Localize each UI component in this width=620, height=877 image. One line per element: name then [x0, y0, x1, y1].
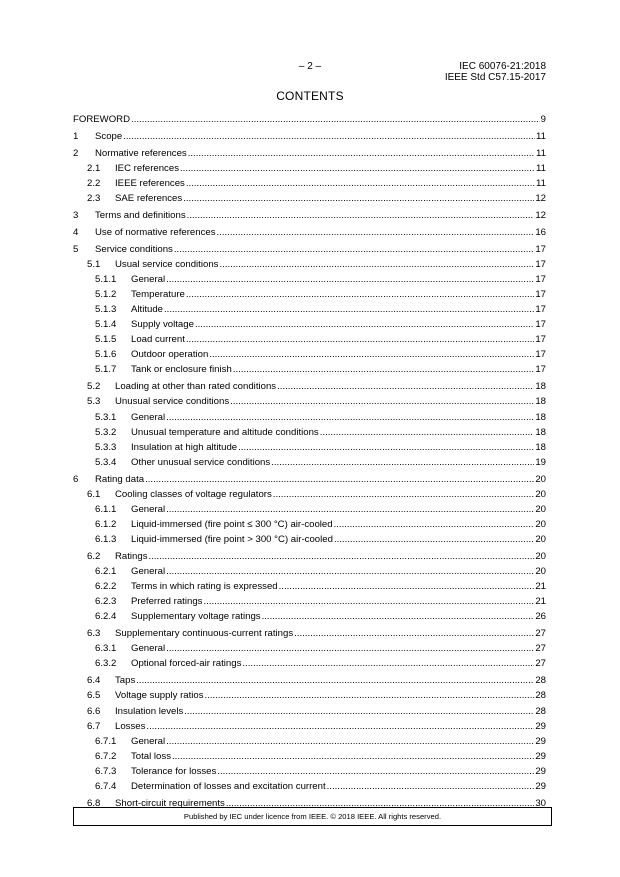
toc-leader-dots: [273, 487, 535, 502]
toc-entry-page: 26: [535, 611, 546, 623]
toc-entry[interactable]: [73, 764, 546, 779]
toc-entry-number: 5: [73, 243, 79, 255]
toc-entry-title: Use of normative references: [95, 226, 216, 238]
toc-entry-number: 6.2: [87, 551, 101, 562]
toc-entry-number: 5.2: [87, 381, 101, 393]
toc-entry[interactable]: [73, 394, 546, 409]
toc-entry-title: Ratings: [115, 551, 148, 562]
toc-entry[interactable]: [73, 517, 546, 532]
toc-leader-dots: [279, 579, 535, 594]
toc-leader-dots: [230, 394, 534, 409]
toc-entry-title: Supplementary continuous-current ratings: [115, 628, 294, 640]
toc-leader-dots: [186, 332, 534, 347]
toc-entry[interactable]: [73, 176, 546, 191]
toc-entry-number: 5.1.3: [95, 304, 117, 316]
toc-entry[interactable]: [73, 191, 546, 206]
toc-entry-number: 1: [73, 130, 79, 142]
toc-entry-title: Scope: [95, 130, 123, 142]
toc-entry-number: 5.1: [87, 258, 101, 270]
toc-entry-page: 20: [535, 473, 546, 485]
toc-entry-title: Taps: [115, 675, 136, 687]
toc-entry[interactable]: [73, 161, 546, 176]
toc-entry[interactable]: [73, 641, 546, 656]
toc-entry-number: 6.8: [87, 797, 101, 809]
toc-entry[interactable]: [73, 242, 546, 257]
toc-entry-number: 5.3: [87, 396, 101, 408]
toc-entry[interactable]: [73, 272, 546, 287]
toc-entry-title: General: [131, 273, 166, 285]
toc-entry[interactable]: [73, 626, 546, 641]
toc-entry-title: General: [131, 566, 166, 578]
toc-entry-number: 6.4: [87, 675, 101, 687]
toc-entry-page: 11: [536, 130, 546, 142]
toc-entry-page: 27: [535, 643, 546, 655]
toc-entry-number: 5.1.5: [95, 334, 117, 346]
toc-entry[interactable]: [73, 347, 546, 362]
toc-entry-title: Rating data: [95, 473, 145, 485]
toc-entry-number: 2.3: [87, 193, 101, 205]
toc-entry-page: 9: [540, 114, 546, 125]
toc-leader-dots: [174, 242, 534, 257]
toc-entry-title: Optional forced-air ratings: [131, 658, 242, 670]
contents-title: CONTENTS: [276, 89, 344, 103]
toc-entry-page: 20: [535, 488, 546, 500]
toc-leader-dots: [219, 257, 534, 272]
toc-entry-page: 17: [535, 334, 546, 346]
toc-entry[interactable]: [73, 549, 546, 564]
toc-entry-title: Altitude: [131, 304, 163, 316]
toc-entry-title: Service conditions: [95, 243, 173, 255]
toc-entry-number: 2.1: [87, 162, 101, 174]
toc-leader-dots: [166, 564, 534, 579]
toc-entry-page: 20: [535, 551, 546, 562]
toc-leader-dots: [334, 517, 535, 532]
toc-leader-dots: [123, 129, 535, 144]
toc-entry-title: General: [131, 643, 166, 655]
toc-entry[interactable]: [73, 332, 546, 347]
toc-entry-page: 11: [536, 147, 546, 159]
toc-leader-dots: [136, 673, 534, 688]
toc-entry-title: Supplementary voltage ratings: [131, 611, 261, 623]
toc-entry-number: 4: [73, 226, 79, 238]
toc-entry-page: 18: [535, 426, 546, 438]
toc-entry[interactable]: [73, 257, 546, 272]
toc-entry-number: 6.1.2: [95, 519, 117, 531]
toc-entry-number: 6.3: [87, 628, 101, 640]
toc-entry-page: 18: [535, 441, 546, 453]
toc-entry-number: 6.2.2: [95, 581, 117, 593]
toc-entry-title: Liquid-immersed (fire point ≤ 300 °C) air-cooled: [131, 519, 333, 531]
toc-entry-page: 20: [535, 503, 546, 515]
toc-leader-dots: [186, 287, 534, 302]
toc-entry[interactable]: [73, 379, 546, 394]
page-header-doc-ids: [445, 61, 546, 83]
toc-entry-title: Total loss: [131, 750, 171, 762]
toc-entry-number: 6.7.3: [95, 765, 117, 777]
toc-leader-dots: [277, 379, 534, 394]
toc-entry-page: 12: [535, 209, 546, 221]
toc-entry-number: 2.2: [87, 177, 101, 189]
toc-entry-number: 6.7: [87, 720, 101, 732]
toc-entry-page: 17: [535, 319, 546, 331]
toc-entry[interactable]: [73, 317, 546, 332]
toc-leader-dots: [217, 764, 534, 779]
toc-leader-dots: [188, 146, 535, 161]
doc-id-ieee: IEEE Std C57.15-2017: [444, 72, 546, 83]
toc-entry-page: 29: [535, 750, 546, 762]
toc-entry-title: Tolerance for losses: [131, 765, 217, 777]
toc-leader-dots: [187, 208, 535, 223]
toc-entry-page: 21: [535, 581, 546, 593]
toc-entry[interactable]: [73, 656, 546, 671]
toc-entry-page: 29: [535, 765, 546, 777]
toc-entry-number: 5.1.4: [95, 319, 117, 331]
toc-leader-dots: [164, 302, 534, 317]
toc-entry[interactable]: [73, 112, 546, 127]
toc-entry[interactable]: [73, 440, 546, 455]
toc-leader-dots: [166, 734, 534, 749]
toc-entry-number: 6.7.4: [95, 781, 117, 792]
toc-entry-page: 17: [535, 273, 546, 285]
toc-entry-page: 17: [535, 243, 546, 255]
toc-entry[interactable]: [73, 472, 546, 487]
toc-entry[interactable]: [73, 225, 546, 240]
toc-leader-dots: [180, 161, 535, 176]
toc-leader-dots: [183, 191, 534, 206]
doc-id-iec: IEC 60076-21:2018: [459, 61, 546, 72]
toc-entry-number: 6.7.2: [95, 750, 117, 762]
toc-leader-dots: [166, 641, 534, 656]
toc-entry-title: Voltage supply ratios: [115, 690, 204, 702]
toc-leader-dots: [166, 410, 534, 425]
toc-entry[interactable]: [73, 502, 546, 517]
toc-entry[interactable]: [73, 455, 546, 470]
toc-leader-dots: [186, 176, 535, 191]
toc-leader-dots: [233, 362, 535, 377]
toc-entry-page: 30: [535, 797, 546, 809]
toc-leader-dots: [320, 425, 535, 440]
toc-entry[interactable]: [73, 532, 546, 547]
toc-entry-title: Loading at other than rated conditions: [115, 381, 277, 393]
toc-entry[interactable]: [73, 779, 546, 794]
toc-entry-page: 20: [535, 519, 546, 531]
toc-entry[interactable]: [73, 673, 546, 688]
toc-entry[interactable]: [73, 719, 546, 734]
toc-entry-page: 17: [535, 289, 546, 301]
toc-entry[interactable]: [73, 734, 546, 749]
toc-entry[interactable]: [73, 287, 546, 302]
toc-entry-title: Supply voltage: [131, 319, 194, 331]
toc-entry[interactable]: [73, 146, 546, 161]
toc-entry[interactable]: [73, 129, 546, 144]
toc-leader-dots: [203, 594, 534, 609]
toc-entry-title: Load current: [131, 334, 185, 346]
toc-entry-page: 18: [535, 411, 546, 423]
toc-entry-number: 6.3.1: [95, 643, 117, 655]
toc-entry-title: Normative references: [95, 147, 187, 159]
toc-entry-title: Tank or enclosure finish: [131, 364, 232, 376]
toc-entry-page: 17: [535, 349, 546, 361]
toc-entry[interactable]: [73, 208, 546, 223]
table-of-contents: [73, 112, 546, 811]
toc-entry-page: 21: [535, 596, 546, 608]
toc-entry-page: 17: [535, 258, 546, 270]
toc-entry-title: General: [131, 735, 166, 747]
toc-entry[interactable]: [73, 704, 546, 719]
toc-leader-dots: [145, 472, 534, 487]
toc-entry[interactable]: [73, 410, 546, 425]
toc-entry-number: 5.3.2: [95, 426, 117, 438]
toc-entry-page: 18: [535, 381, 546, 393]
toc-entry-page: 28: [535, 705, 546, 717]
toc-entry-title: Insulation levels: [115, 705, 184, 717]
toc-entry-number: 6.3.2: [95, 658, 117, 670]
toc-leader-dots: [131, 112, 540, 127]
toc-leader-dots: [149, 549, 535, 564]
toc-leader-dots: [205, 688, 535, 703]
toc-entry-title: General: [131, 503, 166, 515]
toc-entry-number: 5.1.1: [95, 273, 117, 285]
toc-leader-dots: [184, 704, 534, 719]
toc-leader-dots: [271, 455, 534, 470]
toc-entry-title: Usual service conditions: [115, 258, 219, 270]
toc-entry-number: 5.1.2: [95, 289, 117, 301]
toc-entry-number: 6.2.3: [95, 596, 117, 608]
toc-entry-number: 2: [73, 147, 79, 159]
toc-leader-dots: [209, 347, 534, 362]
toc-entry[interactable]: [73, 362, 546, 377]
toc-leader-dots: [262, 609, 535, 624]
toc-entry-title: Short-circuit requirements: [115, 797, 225, 809]
toc-entry-number: 6.1: [87, 488, 101, 500]
toc-entry-number: 5.3.4: [95, 456, 117, 468]
toc-entry-title: Outdoor operation: [131, 349, 209, 361]
toc-entry-page: 20: [535, 566, 546, 578]
toc-entry-page: 11: [536, 177, 546, 189]
toc-entry-number: 6.2.4: [95, 611, 117, 623]
toc-entry-page: 28: [535, 675, 546, 687]
toc-leader-dots: [238, 440, 534, 455]
toc-entry-title: IEC references: [115, 162, 179, 174]
toc-entry-title: Insulation at high altitude: [131, 441, 238, 453]
toc-leader-dots: [166, 502, 534, 517]
toc-entry-number: 6.1.3: [95, 534, 117, 546]
toc-entry-title: SAE references: [115, 193, 183, 205]
toc-leader-dots: [294, 626, 534, 641]
toc-entry-title: Preferred ratings: [131, 596, 203, 608]
toc-entry-page: 11: [536, 162, 546, 174]
copyright-footer: Published by IEC under licence from IEEE. © 2018 IEEE. All rights reserved.: [73, 807, 552, 826]
toc-entry-number: 3: [73, 209, 79, 221]
toc-entry-number: 6: [73, 473, 79, 485]
toc-entry-number: 6.1.1: [95, 503, 117, 515]
toc-entry[interactable]: [73, 594, 546, 609]
toc-entry-title: Losses: [115, 720, 146, 732]
toc-entry-page: 18: [535, 396, 546, 408]
page-header-number: – 2 –: [298, 61, 322, 72]
toc-entry-title: General: [131, 411, 166, 423]
toc-leader-dots: [172, 749, 534, 764]
toc-entry[interactable]: [73, 425, 546, 440]
toc-entry[interactable]: [73, 749, 546, 764]
toc-entry-number: 5.1.6: [95, 349, 117, 361]
toc-entry-title: Liquid-immersed (fire point > 300 °C) air-cooled: [131, 534, 333, 546]
toc-leader-dots: [334, 532, 534, 547]
toc-entry-page: 12: [535, 193, 546, 205]
toc-entry-page: 29: [535, 735, 546, 747]
toc-entry-title: Unusual service conditions: [115, 396, 230, 408]
toc-entry-number: 5.3.1: [95, 411, 117, 423]
toc-entry-number: 6.7.1: [95, 735, 117, 747]
toc-entry-title: Terms in which rating is expressed: [131, 581, 278, 593]
toc-entry-title: Cooling classes of voltage regulators: [115, 488, 272, 500]
toc-entry[interactable]: [73, 609, 546, 624]
toc-entry-page: 27: [535, 628, 546, 640]
toc-entry-title: IEEE references: [115, 177, 185, 189]
toc-entry-page: 17: [535, 364, 546, 376]
toc-entry-title: Temperature: [131, 289, 185, 301]
toc-leader-dots: [166, 272, 534, 287]
toc-entry[interactable]: [73, 487, 546, 502]
toc-entry-number: 6.6: [87, 705, 101, 717]
toc-entry-page: 19: [535, 456, 546, 468]
toc-entry-number: 5.3.3: [95, 441, 117, 453]
toc-leader-dots: [242, 656, 534, 671]
toc-leader-dots: [195, 317, 534, 332]
toc-leader-dots: [146, 719, 534, 734]
toc-entry[interactable]: [73, 688, 546, 703]
toc-entry-title: Determination of losses and excitation current: [131, 781, 326, 792]
toc-entry-page: 16: [535, 226, 546, 238]
toc-leader-dots: [327, 779, 535, 794]
toc-entry-number: 6.2.1: [95, 566, 117, 578]
toc-entry[interactable]: [73, 579, 546, 594]
toc-entry-page: 20: [535, 534, 546, 546]
toc-entry-title: Terms and definitions: [95, 209, 186, 221]
toc-entry-page: 29: [535, 781, 546, 792]
toc-entry[interactable]: [73, 302, 546, 317]
toc-entry-page: 29: [535, 720, 546, 732]
toc-entry-number: 5.1.7: [95, 364, 117, 376]
toc-entry-title: Unusual temperature and altitude conditions: [131, 426, 319, 438]
toc-leader-dots: [217, 225, 535, 240]
toc-entry[interactable]: [73, 564, 546, 579]
toc-entry-title: FOREWORD: [73, 114, 131, 125]
toc-entry-page: 27: [535, 658, 546, 670]
toc-entry-page: 28: [535, 690, 546, 702]
toc-entry-number: 6.5: [87, 690, 101, 702]
toc-entry-page: 17: [535, 304, 546, 316]
toc-entry-title: Other unusual service conditions: [131, 456, 271, 468]
